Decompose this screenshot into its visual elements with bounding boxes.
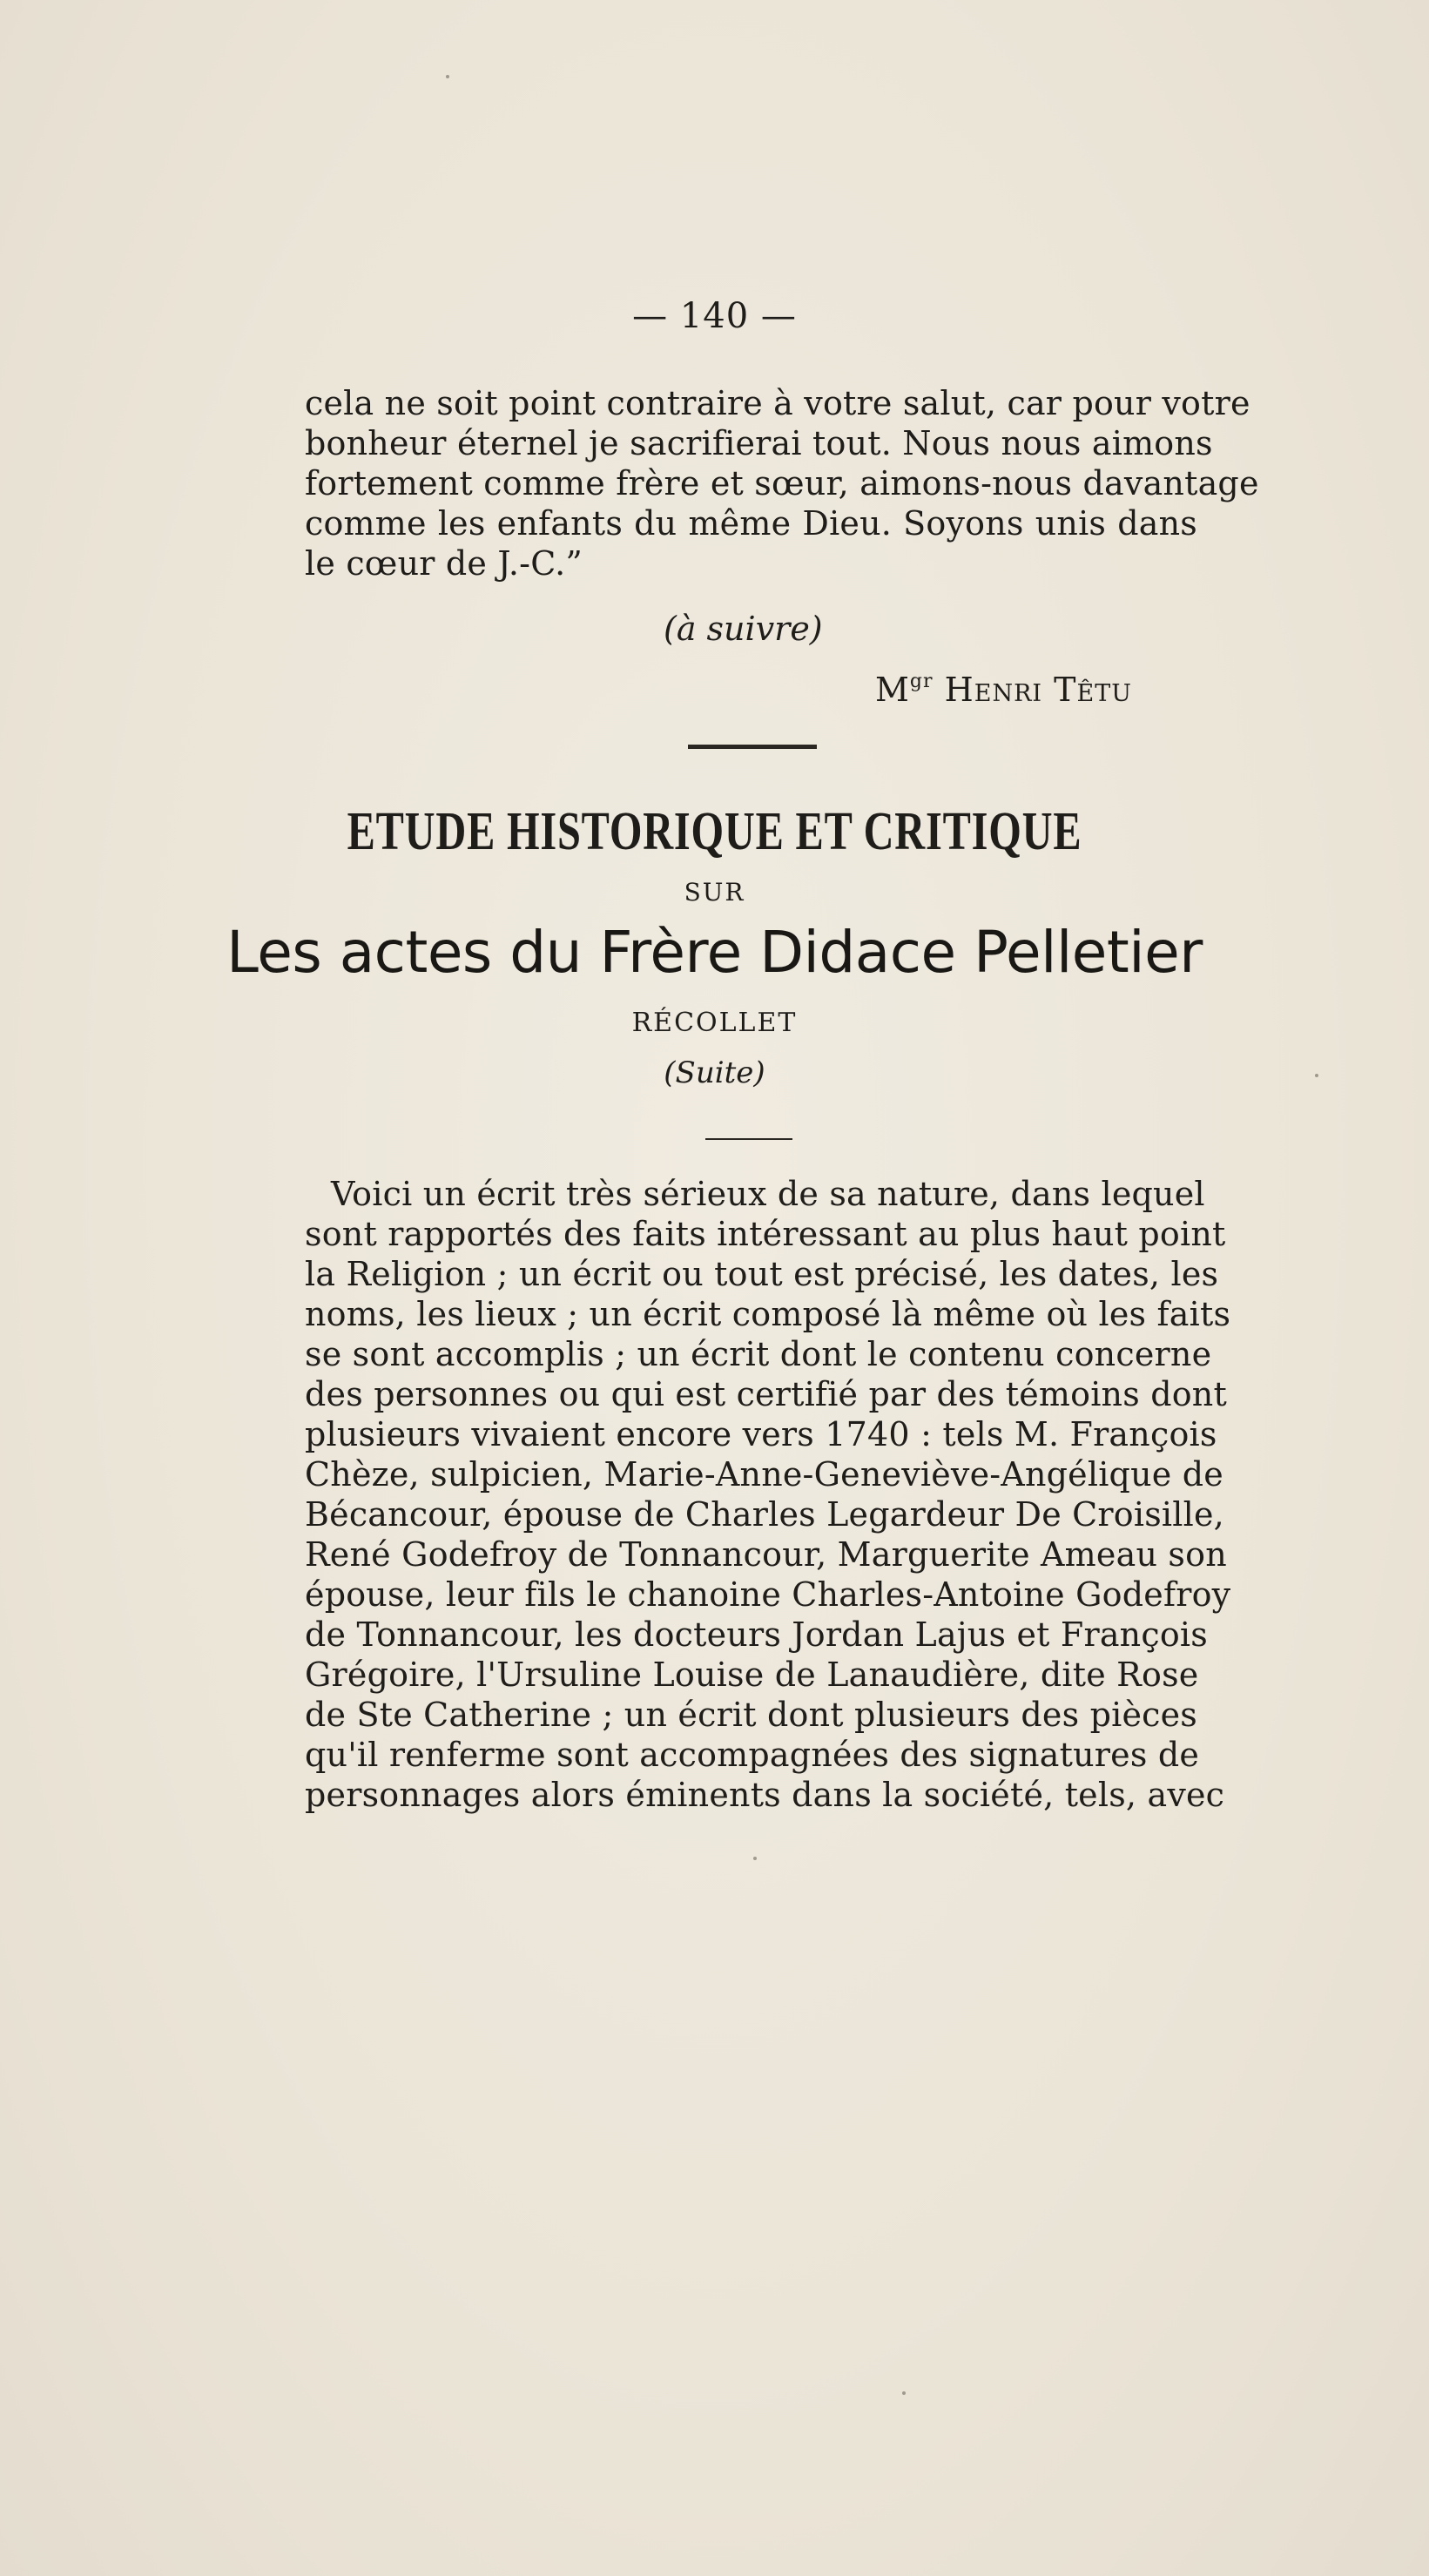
author-signature — [875, 671, 1132, 709]
section-divider — [688, 745, 817, 749]
page-number: — 140 — — [632, 296, 797, 336]
text-line: épouse, leur fils le chanoine Charles-Antoine Godefroy — [305, 1575, 1231, 1614]
text-line: la Religion ; un écrit ou tout est précisé, les dates, les — [305, 1255, 1219, 1293]
to-be-continued: (à suivre) — [664, 610, 823, 648]
paper-speck — [446, 75, 449, 78]
text-line: sont rapportés des faits intéressant au plus haut point — [305, 1215, 1226, 1253]
author-prefix-superscript: gr — [909, 671, 934, 692]
title-divider — [705, 1138, 792, 1140]
article-subject: Les actes du Frère Didace Pelletier — [226, 919, 1203, 986]
article-connector: SUR — [684, 878, 745, 907]
author-prefix: M — [875, 671, 910, 709]
article-title: ETUDE HISTORIQUE ET CRITIQUE — [347, 802, 1082, 861]
text-line: de Tonnancour, les docteurs Jordan Lajus et François — [305, 1615, 1208, 1654]
text-line: bonheur éternel je sacrifierai tout. Nous nous aimons — [305, 424, 1213, 462]
text-line: Voici un écrit très sérieux de sa nature, dans lequel — [331, 1175, 1205, 1213]
text-line: plusieurs vivaient encore vers 1740 : tels M. François — [305, 1415, 1217, 1453]
continued-text — [305, 383, 1259, 583]
text-line: comme les enfants du même Dieu. Soyons unis dans — [305, 504, 1197, 543]
text-line: noms, les lieux ; un écrit composé là même où les faits — [305, 1295, 1231, 1333]
text-line: qu'il renferme sont accompagnées des signatures de — [305, 1736, 1200, 1774]
paper-speck — [753, 1857, 757, 1860]
author-name: Henri Têtu — [944, 671, 1132, 709]
text-line: se sont accomplis ; un écrit dont le contenu concerne — [305, 1335, 1212, 1373]
text-line: de Ste Catherine ; un écrit dont plusieurs des pièces — [305, 1696, 1198, 1734]
text-line: cela ne soit point contraire à votre salut, car pour votre — [305, 384, 1250, 422]
paper-speck — [902, 2391, 906, 2395]
text-line: Chèze, sulpicien, Marie-Anne-Geneviève-Angélique de — [305, 1455, 1223, 1494]
paper-speck — [1315, 1074, 1318, 1077]
text-line: des personnes ou qui est certifié par des témoins dont — [305, 1375, 1227, 1413]
text-line: Bécancour, épouse de Charles Legardeur De Croisille, — [305, 1495, 1224, 1534]
text-line: le cœur de J.-C.” — [305, 544, 583, 583]
text-line: Grégoire, l'Ursuline Louise de Lanaudière, dite Rose — [305, 1656, 1199, 1694]
article-continuation: (Suite) — [664, 1055, 765, 1090]
text-line: René Godefroy de Tonnancour, Marguerite Ameau son — [305, 1535, 1227, 1574]
article-subject-role: RÉCOLLET — [631, 1008, 798, 1038]
article-body — [305, 1174, 1231, 1815]
text-line: fortement comme frère et sœur, aimons-nous davantage — [305, 464, 1259, 502]
text-line: personnages alors éminents dans la société, tels, avec — [305, 1776, 1225, 1814]
